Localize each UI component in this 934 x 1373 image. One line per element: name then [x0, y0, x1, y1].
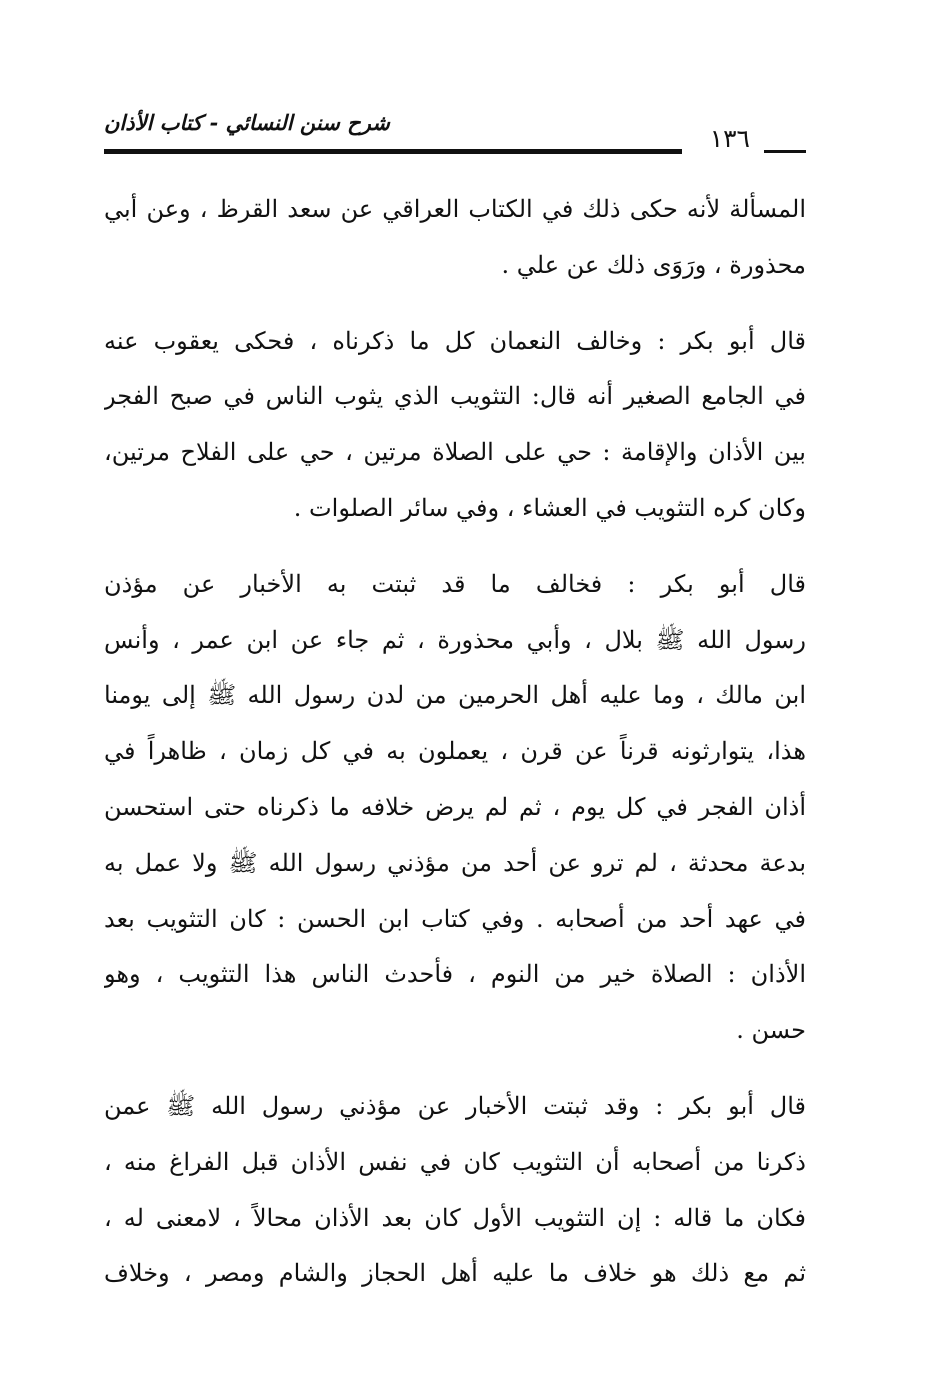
- text-line: قال أبو بكر : وقد ثبتت الأخبار عن مؤذني رسول الله ﷺ عمن: [104, 1091, 806, 1120]
- paragraph-2: [104, 314, 806, 537]
- header-rule: [104, 149, 682, 154]
- body-text: [104, 182, 806, 1322]
- text-line: في عهد أحد من أصحابه . وفي كتاب ابن الحسن : كان التثويب بعد: [104, 904, 806, 933]
- text-line: محذورة ، ورَوَى ذلك عن علي .: [501, 250, 806, 279]
- text-line: الأذان : الصلاة خير من النوم ، فأحدث الناس هذا التثويب ، وهو: [104, 960, 806, 989]
- text-line: في الجامع الصغير أنه قال: التثويب الذي يثوب الناس في صبح الفجر: [104, 382, 806, 411]
- text-line: أذان الفجر في كل يوم ، ثم لم يرض خلافه ما ذكرناه حتى استحسن: [104, 792, 806, 821]
- text-line: ابن مالك ، وما عليه أهل الحرمين من لدن رسول الله ﷺ إلى يومنا: [104, 681, 806, 710]
- text-line: بين الأذان والإقامة : حي على الصلاة مرتين ، حي على الفلاح مرتين،: [104, 438, 806, 467]
- paragraph-4: [104, 1079, 806, 1302]
- text-line: بدعة محدثة ، لم ترو عن أحد من مؤذني رسول الله ﷺ ولا عمل به: [104, 848, 806, 877]
- book-page: [104, 100, 806, 1300]
- text-line: حسن .: [736, 1016, 806, 1045]
- text-line: ثم مع ذلك هو خلاف ما عليه أهل الحجاز والشام ومصر ، وخلاف: [104, 1259, 806, 1288]
- page-number: ١٣٦: [709, 124, 750, 153]
- page-number-dash: [764, 150, 806, 153]
- text-line: رسول الله ﷺ بلال ، وأبي محذورة ، ثم جاء عن ابن عمر ، وأنس: [104, 625, 806, 654]
- running-header: [104, 100, 806, 160]
- text-line: فكان ما قاله : إن التثويب الأول كان بعد الأذان محالاً ، لامعنى له ،: [104, 1203, 806, 1232]
- header-title: شرح سنن النسائي - كتاب الأذان: [104, 110, 390, 135]
- text-line: قال أبو بكر : فخالف ما قد ثبتت به الأخبار عن مؤذن: [104, 569, 806, 598]
- paragraph-1: [104, 182, 806, 294]
- text-line: هذا، يتوارثونه قرناً عن قرن ، يعملون به في كل زمان ، ظاهراً في: [104, 737, 806, 766]
- text-line: المسألة لأنه حكى ذلك في الكتاب العراقي عن سعد القرظ ، وعن أبي: [104, 195, 806, 223]
- text-line: قال أبو بكر : وخالف النعمان كل ما ذكرناه ، فحكى يعقوب عنه: [104, 326, 806, 355]
- text-line: وكان كره التثويب في العشاء ، وفي سائر الصلوات .: [293, 493, 806, 522]
- paragraph-3: [104, 557, 806, 1059]
- text-line: ذكرنا من أصحابه أن التثويب كان في نفس الأذان قبل الفراغ منه ،: [104, 1147, 806, 1176]
